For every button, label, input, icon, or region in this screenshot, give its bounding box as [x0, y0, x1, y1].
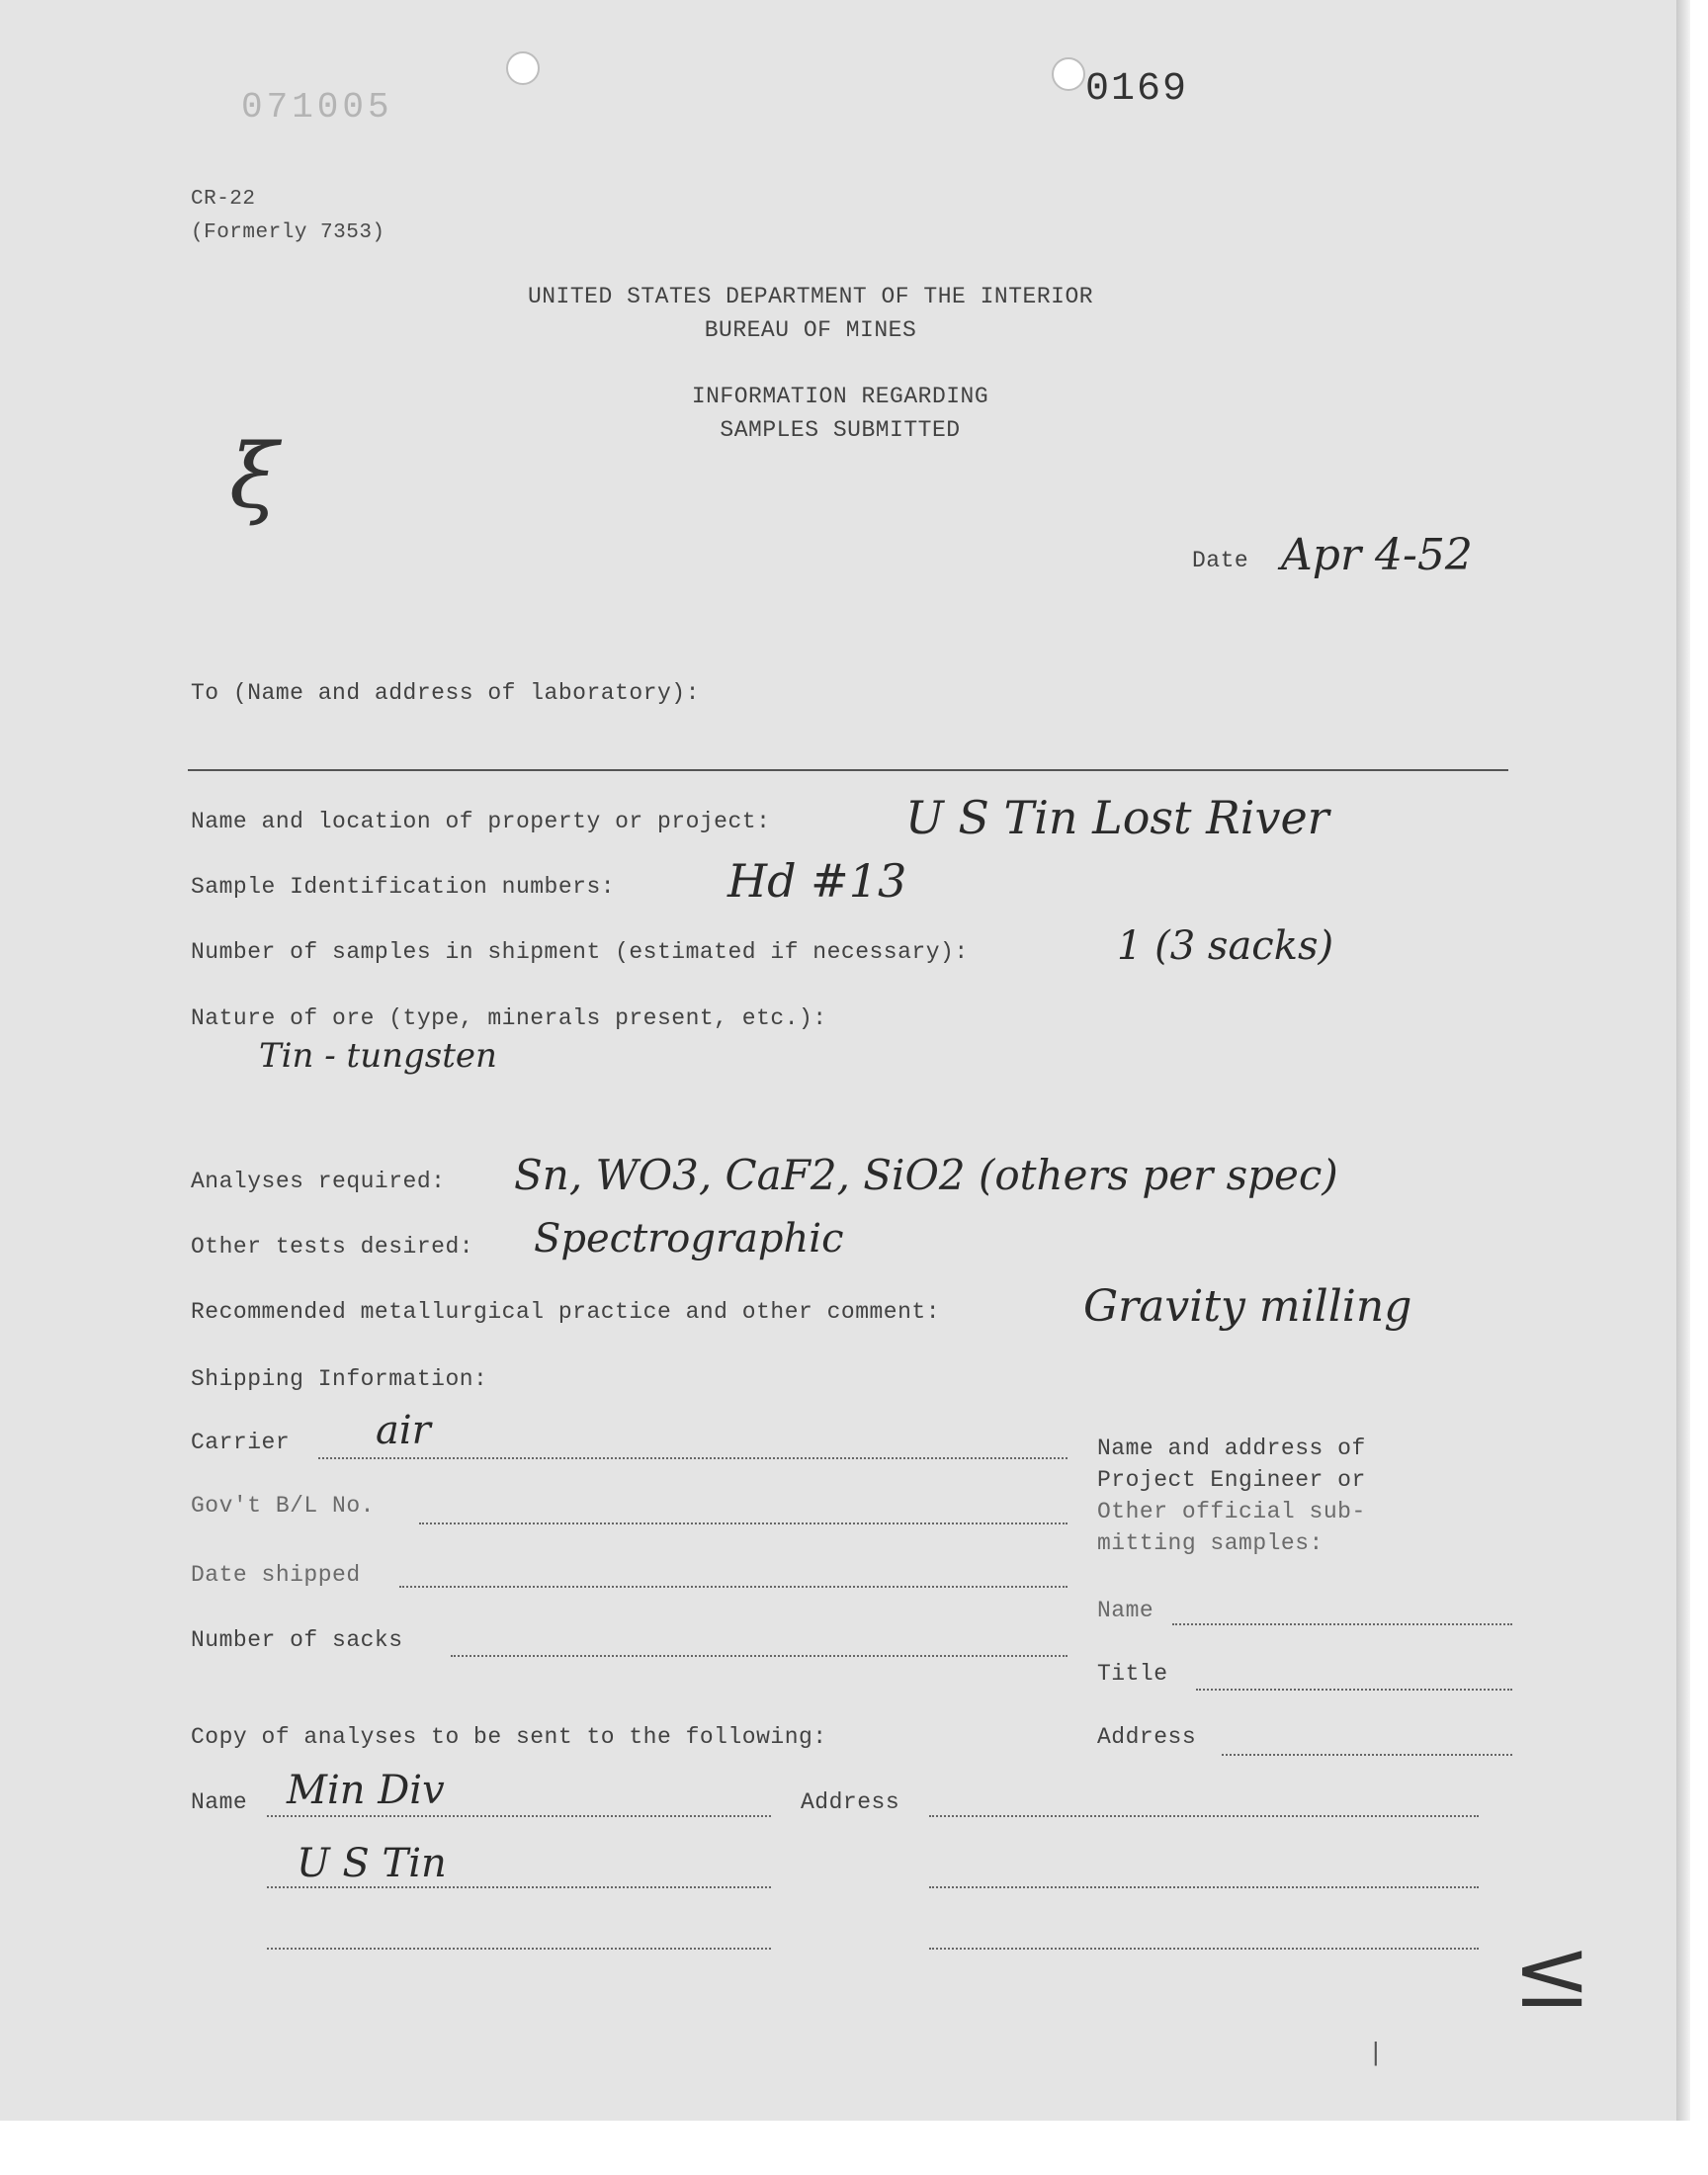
punch-hole: [506, 51, 540, 85]
other-tests-label: Other tests desired:: [191, 1234, 474, 1260]
recommended-value: Gravity milling: [1083, 1281, 1412, 1332]
copy-name-line: [267, 1815, 771, 1817]
carrier-label: Carrier: [191, 1430, 291, 1455]
copy-name-value-2: U S Tin: [297, 1841, 447, 1886]
engineer-address-line: [1222, 1754, 1512, 1756]
shipping-title: Shipping Information:: [191, 1366, 488, 1392]
carrier-line: [318, 1457, 1068, 1459]
engineer-line4: mitting samples:: [1097, 1530, 1324, 1556]
analyses-label: Analyses required:: [191, 1169, 446, 1194]
date-shipped-line: [399, 1586, 1068, 1588]
engineer-line3: Other official sub-: [1097, 1499, 1366, 1524]
engineer-address-label: Address: [1097, 1724, 1197, 1750]
copy-address-line-3: [929, 1948, 1479, 1950]
margin-mark: ξ: [229, 425, 279, 529]
ore-value: Tin - tungsten: [259, 1036, 497, 1076]
recommended-label: Recommended metallurgical practice and other comment:: [191, 1299, 941, 1325]
laboratory-line: [188, 769, 1508, 771]
analyses-value: Sn, WO3, CaF2, SiO2 (others per spec): [514, 1151, 1338, 1199]
corner-mark: ≤: [1512, 1918, 1592, 2029]
form-code: CR-22: [191, 188, 256, 211]
sacks-line: [451, 1655, 1068, 1657]
copy-name-line-3: [267, 1948, 771, 1950]
copy-label: Copy of analyses to be sent to the following:: [191, 1724, 827, 1750]
bl-label: Gov't B/L No.: [191, 1493, 375, 1519]
faint-stamp-number: 071005: [241, 87, 393, 128]
copy-address-label: Address: [801, 1789, 900, 1815]
copy-address-line: [929, 1815, 1479, 1817]
laboratory-label: To (Name and address of laboratory):: [191, 680, 700, 706]
engineer-title-line: [1196, 1689, 1512, 1691]
engineer-line1: Name and address of: [1097, 1436, 1366, 1461]
sample-id-value: Hd #13: [727, 854, 907, 908]
ore-label: Nature of ore (type, minerals present, etc.):: [191, 1005, 827, 1031]
title-department: UNITED STATES DEPARTMENT OF THE INTERIOR: [527, 284, 1094, 309]
other-tests-value: Spectrographic: [534, 1216, 844, 1262]
form-formerly: (Formerly 7353): [191, 221, 385, 244]
engineer-name-label: Name: [1097, 1598, 1154, 1623]
num-samples-label: Number of samples in shipment (estimated if necessary):: [191, 939, 969, 965]
bottom-tick: |: [1368, 2039, 1384, 2068]
copy-address-line-2: [929, 1886, 1479, 1888]
property-label: Name and location of property or project:: [191, 809, 771, 834]
bl-line: [419, 1522, 1068, 1524]
date-shipped-label: Date shipped: [191, 1562, 361, 1588]
engineer-line2: Project Engineer or: [1097, 1467, 1366, 1493]
engineer-title-label: Title: [1097, 1661, 1168, 1687]
sacks-label: Number of sacks: [191, 1627, 403, 1653]
date-label: Date: [1192, 548, 1249, 573]
engineer-name-line: [1172, 1623, 1512, 1625]
title-samples: SAMPLES SUBMITTED: [720, 417, 961, 443]
title-information: INFORMATION REGARDING: [691, 384, 989, 409]
document-number: 0169: [1085, 67, 1189, 112]
carrier-value: air: [376, 1408, 431, 1453]
sample-id-label: Sample Identification numbers:: [191, 874, 616, 900]
copy-name-value: Min Div: [287, 1768, 445, 1813]
property-value: U S Tin Lost River: [905, 791, 1329, 844]
num-samples-value: 1 (3 sacks): [1117, 923, 1334, 969]
date-value: Apr 4-52: [1281, 530, 1473, 580]
punch-hole: [1052, 57, 1085, 91]
title-bureau: BUREAU OF MINES: [704, 317, 917, 343]
copy-name-label: Name: [191, 1789, 248, 1815]
copy-name-line-2: [267, 1886, 771, 1888]
